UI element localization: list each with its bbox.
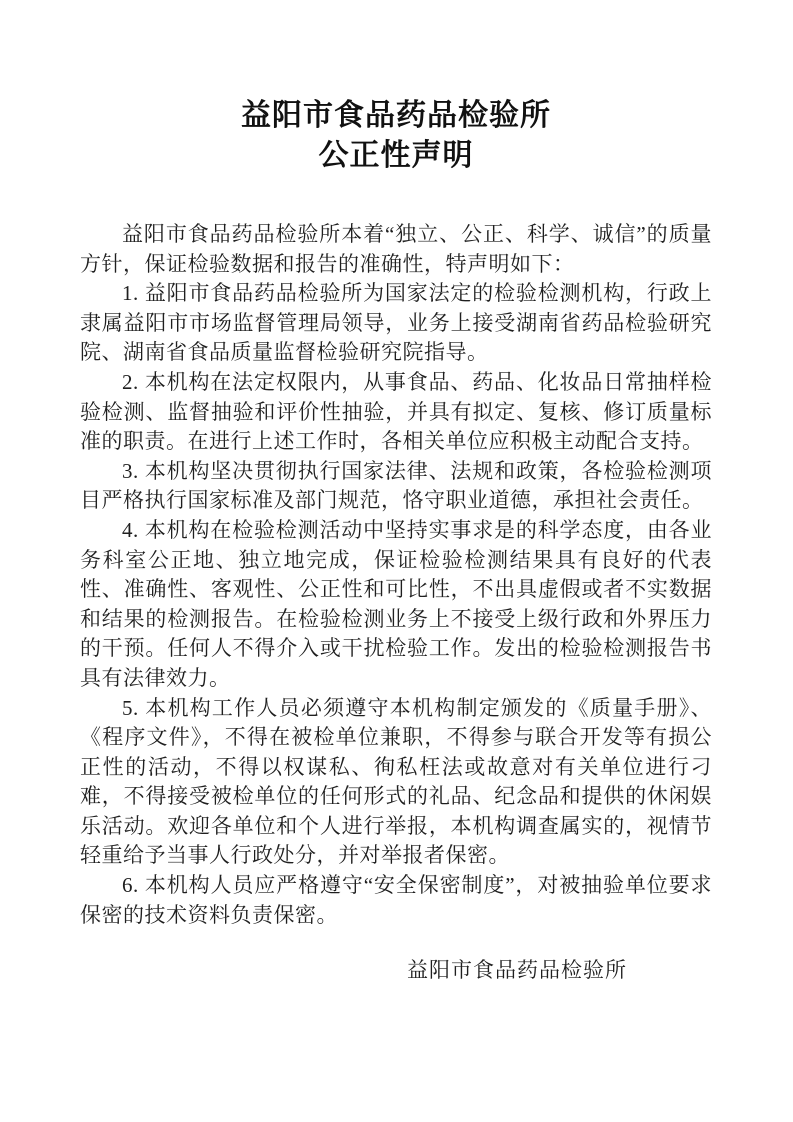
paragraph-item-6: 6. 本机构人员应严格遵守“安全保密制度”，对被抽验单位要求保密的技术资料负责保密。 [80,873,712,927]
paragraph-intro: 益阳市食品药品检验所本着“独立、公正、科学、诚信”的质量方针，保证检验数据和报告的准确性，特声明如下： [80,222,712,276]
paragraph-item-2: 2. 本机构在法定权限内，从事食品、药品、化妆品日常抽样检验检测、监督抽验和评价性抽验，并具有拟定、复核、修订质量标准的职责。在进行上述工作时，各相关单位应积极主动配合支持。 [80,369,712,454]
paragraph-item-5: 5. 本机构工作人员必须遵守本机构制定颁发的《质量手册》、《程序文件》，不得在被检单位兼职，不得参与联合开发等有损公正性的活动，不得以权谋私、徇私枉法或故意对有关单位进行刁难，不得接受被检单位的任何形式的礼品、纪念品和提供的休闲娱乐活动。欢迎各单位和个人进行举报，本机构调查属实的，视情节轻重给予当事人行政处分，并对举报者保密。 [80,695,712,868]
paragraph-item-4: 4. 本机构在检验检测活动中坚持实事求是的科学态度，由各业务科室公正地、独立地完成，保证检验检测结果具有良好的代表性、准确性、客观性、公正性和可比性，不出具虚假或者不实数据和结果的检测报告。在检验检测业务上不接受上级行政和外界压力的干预。任何人不得介入或干扰检验工作。发出的检验检测报告书具有法律效力。 [80,517,712,690]
document-title-line2: 公正性声明 [318,138,474,173]
document-title [80,96,712,176]
signature-organization: 益阳市食品药品检验所 [407,958,627,983]
document-title-line1: 益阳市食品药品检验所 [241,98,551,133]
paragraph-item-1: 1. 益阳市食品药品检验所为国家法定的检验检测机构，行政上隶属益阳市市场监督管理局领导，业务上接受湖南省药品检验研究院、湖南省食品质量监督检验研究院指导。 [80,281,712,365]
paragraph-item-3: 3. 本机构坚决贯彻执行国家法律、法规和政策，各检验检测项目严格执行国家标准及部门规范，恪守职业道德，承担社会责任。 [80,458,712,513]
document-body [80,220,712,930]
